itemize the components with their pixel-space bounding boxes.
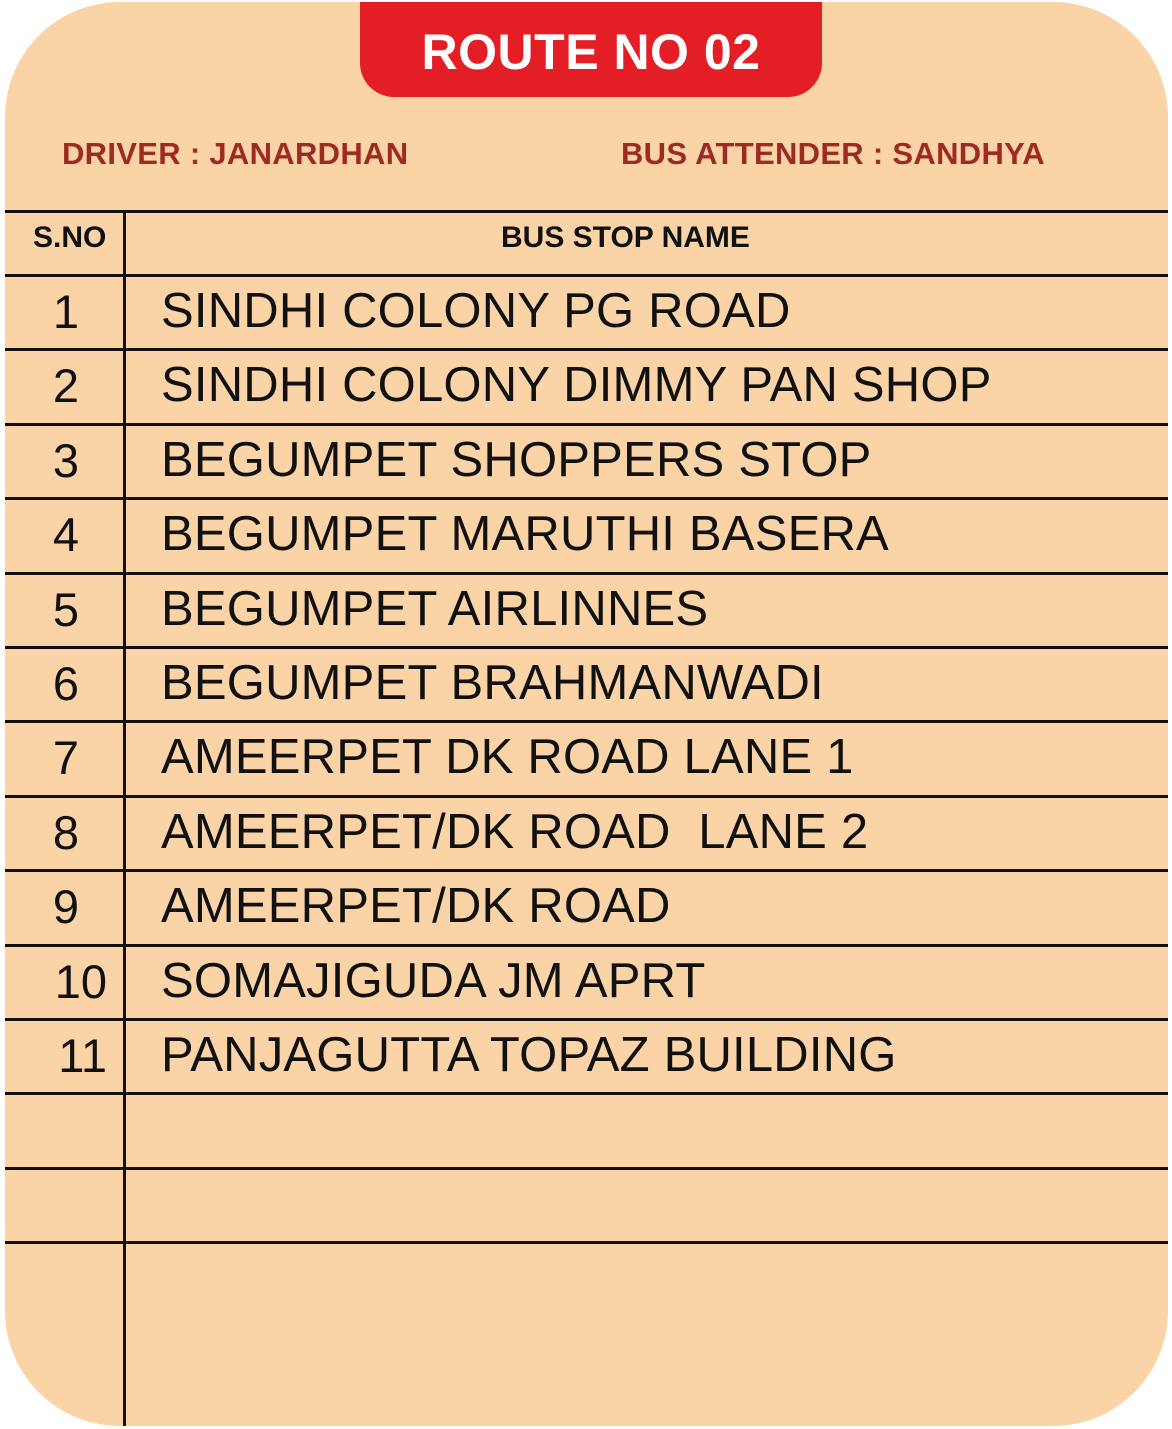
row-divider	[5, 423, 1168, 426]
row-bus-stop-name: BEGUMPET BRAHMANWADI	[161, 656, 824, 710]
route-card	[5, 2, 1168, 1426]
row-divider	[5, 944, 1168, 947]
row-sno: 11	[58, 1029, 107, 1082]
row-bus-stop-name: AMEERPET/DK ROAD	[161, 879, 671, 933]
row-divider	[5, 720, 1168, 723]
row-divider	[5, 1018, 1168, 1021]
column-header-sno: S.NO	[33, 221, 107, 254]
row-sno: 2	[52, 359, 79, 412]
row-divider	[5, 497, 1168, 500]
route-title: ROUTE NO 02	[360, 2, 822, 97]
row-bus-stop-name: PANJAGUTTA TOPAZ BUILDING	[161, 1028, 897, 1082]
row-sno: 3	[52, 434, 79, 487]
row-sno: 4	[52, 508, 79, 561]
row-sno: 1	[52, 285, 79, 338]
row-bus-stop-name: AMEERPET/DK ROAD LANE 2	[161, 805, 869, 859]
row-bus-stop-name: SINDHI COLONY DIMMY PAN SHOP	[161, 358, 992, 412]
row-bus-stop-name: BEGUMPET AIRLINNES	[161, 582, 709, 636]
row-divider	[5, 795, 1168, 798]
driver-label: DRIVER : JANARDHAN	[62, 136, 409, 171]
row-divider	[5, 348, 1168, 351]
row-bus-stop-name: AMEERPET DK ROAD LANE 1	[161, 730, 854, 784]
row-divider	[5, 572, 1168, 575]
row-divider	[5, 1092, 1168, 1095]
row-bus-stop-name: BEGUMPET MARUTHI BASERA	[161, 507, 889, 561]
row-divider	[5, 646, 1168, 649]
row-sno: 6	[52, 657, 79, 710]
row-sno: 10	[54, 955, 107, 1008]
row-divider	[5, 1241, 1168, 1244]
row-divider	[5, 1167, 1168, 1170]
row-bus-stop-name: SOMAJIGUDA JM APRT	[161, 954, 706, 1008]
row-bus-stop-name: BEGUMPET SHOPPERS STOP	[161, 433, 872, 487]
header-divider	[5, 274, 1168, 277]
column-header-bus-stop-name: BUS STOP NAME	[501, 221, 750, 254]
row-sno: 5	[52, 583, 79, 636]
row-sno: 7	[52, 731, 79, 784]
table-top-border	[5, 210, 1168, 213]
row-divider	[5, 869, 1168, 872]
row-bus-stop-name: SINDHI COLONY PG ROAD	[161, 284, 791, 338]
row-sno: 9	[52, 880, 79, 933]
row-sno: 8	[52, 806, 79, 859]
bus-attender-label: BUS ATTENDER : SANDHYA	[621, 136, 1045, 171]
